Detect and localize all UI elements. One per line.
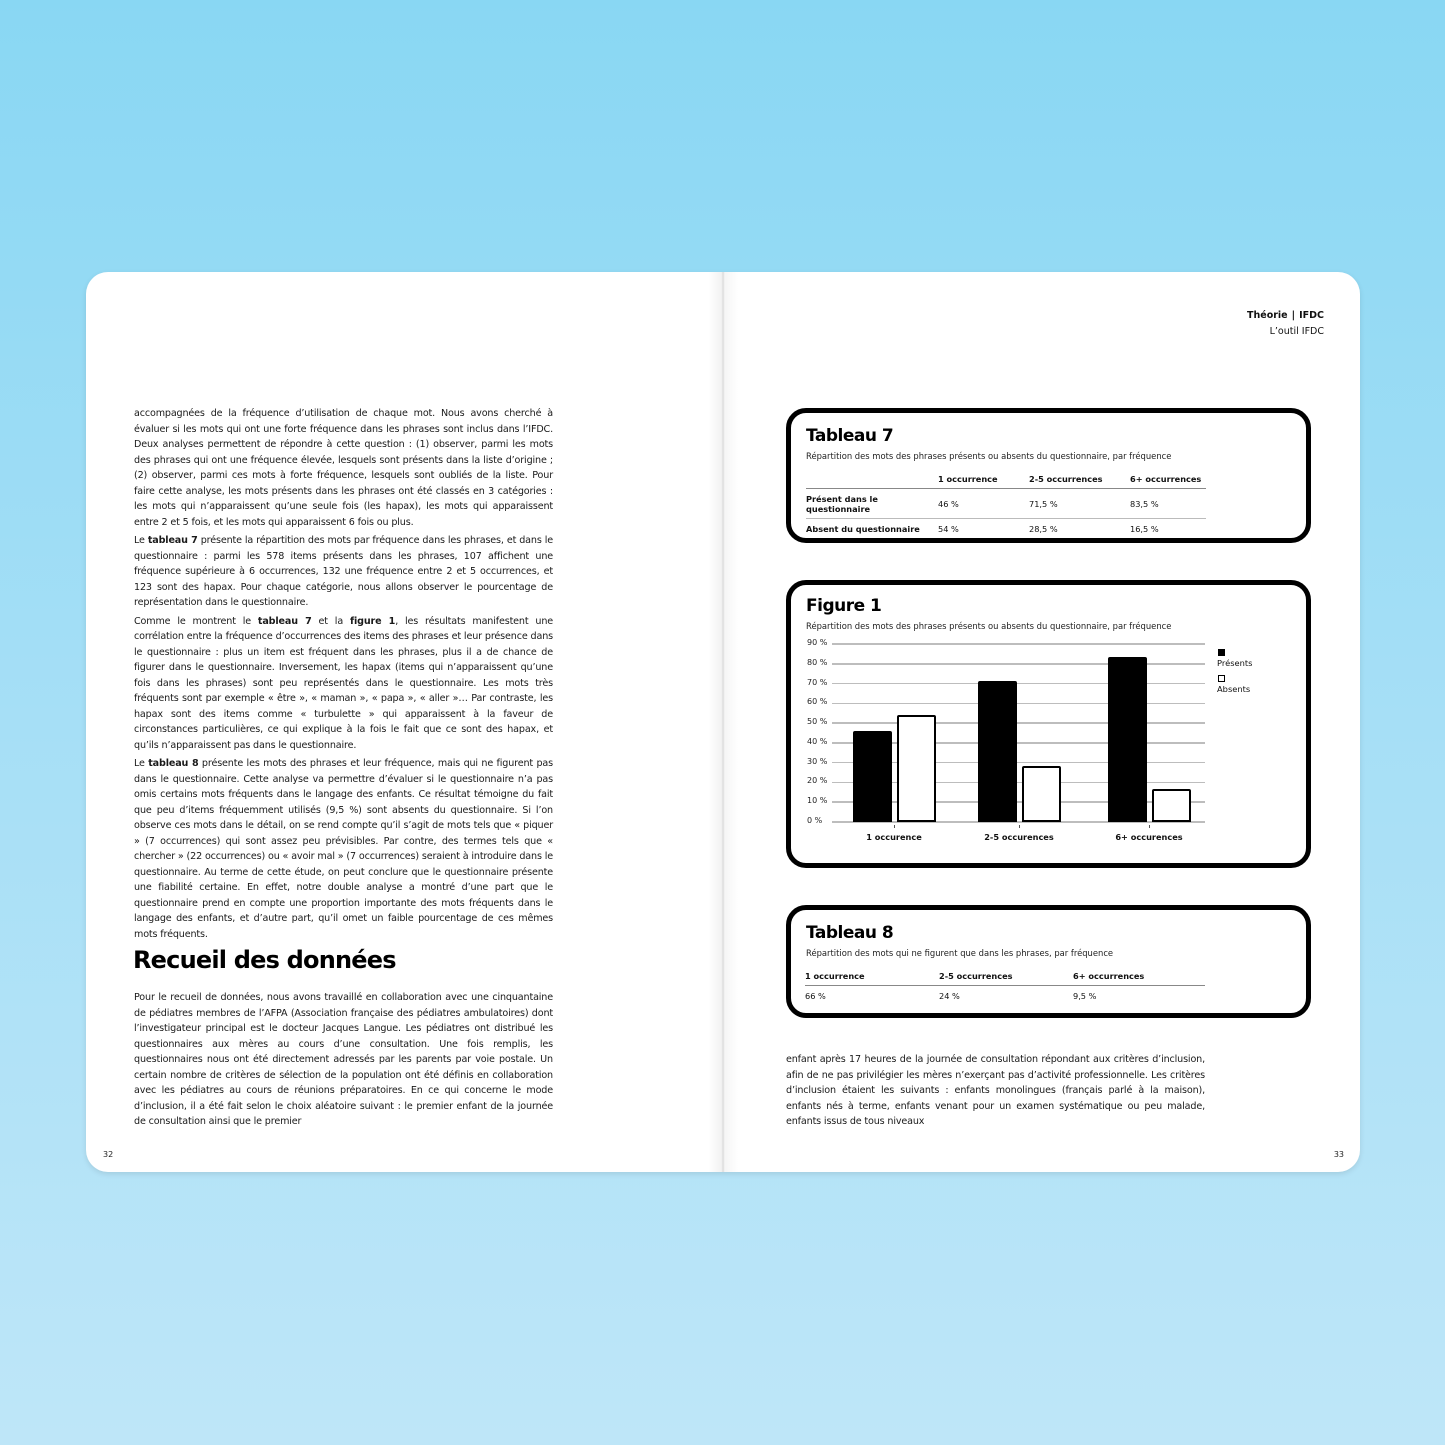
column-header: 2-5 occurrences	[1029, 472, 1130, 489]
gridline	[832, 663, 1205, 665]
table-cell: 9,5 %	[1073, 991, 1097, 1001]
column-header: 1 occurrence	[938, 472, 1029, 489]
gridline	[832, 643, 1205, 645]
paragraph-recueil: Pour le recueil de données, nous avons travaillé en collaboration avec une cinquantaine de pédiatres membres de l’AFPA (Association française des pédiatres ambulatoires) dont l’investigateur principal est le docteur Jacques Langue. Les pédiatres ont distribué les questionnaires aux mères au cours d’une consultation. Une fois remplis, les questionnaires nous ont été directement adressés par les parents par voie postale. Un certain nombre de critères de sélection de la population ont été définis en collaboration avec les pédiatres au cours de réunions préparatoires. En ce qui concerne le mode d’inclusion, il a été fait selon le choix aléatoire suivant : le premier enfant de la journée de consultation ainsi que le premier	[134, 992, 553, 1127]
column-header: 6+ occurrences	[1130, 472, 1206, 489]
column-header	[806, 472, 938, 489]
column-header: 6+ occurrences	[1073, 969, 1205, 986]
paragraph-tableau7	[134, 533, 553, 611]
x-axis-tick	[1019, 825, 1020, 828]
bar-absents	[897, 715, 936, 822]
table-row	[806, 519, 1206, 539]
bar-absents	[1152, 789, 1191, 822]
table-row	[806, 489, 1206, 519]
card-subtitle: Répartition des mots des phrases présents ou absents du questionnaire, par fréquence	[806, 621, 1172, 631]
section-heading: Recueil des données	[133, 946, 396, 974]
x-axis-label: 6+ occurences	[1115, 832, 1183, 842]
card-title: Figure 1	[806, 596, 882, 616]
table-cell: 71,5 %	[1029, 489, 1130, 519]
bold-ref: tableau 7	[147, 535, 198, 546]
text: Le	[134, 758, 149, 769]
table-cell: 28,5 %	[1029, 524, 1058, 534]
text: Le	[134, 535, 148, 546]
bar-absents	[1022, 766, 1061, 822]
table-cell: 16,5 %	[1130, 524, 1159, 534]
page-number: 32	[103, 1150, 114, 1159]
x-axis-label: 1 occurence	[866, 832, 922, 842]
running-head	[1247, 308, 1324, 340]
bar-presents	[853, 731, 892, 822]
body-text-block	[134, 990, 553, 1133]
chapter-label: IFDC	[1299, 310, 1324, 321]
y-axis-tick-label: 80 %	[807, 657, 828, 667]
paragraph-inclusion: enfant après 17 heures de la journée de consultation répondant aux critères d’inclusion, afin de ne pas privilégier les mères n’exerçant pas d’activité professionnelle. Les critères d’inclusion étaient les suivants : enfants monolingues (français parlé à la maison), enfants nés à terme, enfants venant pour un examen systématique ou peu malade, enfants issus de tous niveaux	[786, 1054, 1205, 1127]
text: et la	[311, 615, 350, 627]
gridline	[832, 703, 1205, 705]
bar-presents	[1108, 657, 1147, 822]
card-subtitle: Répartition des mots qui ne figurent que dans les phrases, par fréquence	[806, 948, 1114, 958]
empty-square-icon	[1218, 675, 1225, 682]
table-cell: 46 %	[938, 489, 1029, 519]
body-text-block	[134, 406, 553, 945]
column-header: 2-5 occurrences	[939, 969, 1073, 986]
page-number: 33	[1333, 1150, 1344, 1159]
chart-legend	[1217, 649, 1252, 701]
bold-ref: tableau 8	[148, 758, 199, 769]
legend-label: Présents	[1217, 658, 1253, 668]
table-cell: 66 %	[805, 991, 826, 1001]
legend-entry-absents	[1217, 675, 1252, 695]
tableau-8-table	[805, 969, 1205, 1005]
y-axis-tick-label: 0 %	[807, 816, 823, 825]
y-axis-tick-label: 70 %	[807, 677, 828, 687]
right-page	[723, 272, 1360, 1172]
paragraph-tableau8	[134, 756, 553, 942]
y-axis-tick-label: 50 %	[807, 717, 828, 727]
legend-label: Absents	[1217, 684, 1251, 694]
figure-1-card	[786, 580, 1311, 868]
table-row	[805, 986, 1205, 1006]
tableau-7-table	[806, 472, 1206, 538]
x-axis-tick	[1149, 825, 1150, 828]
open-book-spread	[86, 272, 1360, 1172]
y-axis-tick-label: 40 %	[807, 736, 828, 746]
row-header: Absent du questionnaire	[806, 524, 920, 534]
table-header-row	[806, 472, 1206, 489]
y-axis-tick-label: 20 %	[807, 776, 828, 786]
gridline	[832, 722, 1205, 724]
text: Comme le montrent le	[134, 615, 258, 627]
text: présente la répartition des mots par fréquence dans les phrases, et dans le questionnaire : parmi les 578 items présents dans les phrases, 107 affichent une fréquence supérieure à 6 occurrences, 132 une fréquence entre 2 et 5 occurrences, et 123 sont des hapax. Pour chaque catégorie, nous allons observer le pourcentage de représentation dans le questionnaire.	[134, 535, 553, 608]
row-header: Présent dans le questionnaire	[806, 489, 938, 519]
gridline	[832, 683, 1205, 685]
card-subtitle: Répartition des mots des phrases présents ou absents du questionnaire, par fréquence	[806, 451, 1172, 461]
text: présente les mots des phrases et leur fréquence, mais qui ne figurent pas dans le questionnaire. Cette analyse va permettre d’évaluer si le questionnaire n’a pas omis certains mots fréquents dans le langage des enfants. Ce résultat témoigne du fait que peu d’items fréquemment utilisés (9,5 %) sont absents du questionnaire. Si l’on observe ces mots dans le détail, on se rend compte qu’il s’agit de mots tels que « piquer » (7 occurrences) qui sont assez peu prévisibles. Par contre, des termes tels que « chercher » (22 occurrences) ou « avoir mal » (7 occurrences) seraient à introduire dans le questionnaire. Au terme de cette étude, on peut conclure que le questionnaire présente une fiabilité certaine. En effet, notre double analyse a montré d’une part que le questionnaire prend en compte une proportion importante des mots fréquents dans le langage des enfants, et d’autre part, qu’il omet un faible pourcentage de ces mêmes mots fréquents.	[134, 758, 553, 940]
card-title: Tableau 8	[806, 923, 894, 943]
bar-presents	[978, 681, 1017, 822]
tableau-8-card	[786, 905, 1311, 1018]
y-axis-tick-label: 90 %	[807, 638, 828, 647]
paragraph-intro: accompagnées de la fréquence d’utilisation de chaque mot. Nous avons cherché à évaluer si les mots qui ont une forte fréquence dans les phrases sont inclus dans l’IFDC. Deux analyses permettent de répondre à cette question : (1) observer, parmi les mots des phrases qui ont une fréquence élevée, lesquels sont présents dans la liste d’origine ; (2) observer, parmi ces mots à forte fréquence, lesquels sont oubliés de la liste. Pour faire cette analyse, les mots présents dans les phrases ont été classés en 3 catégories : les mots qui n’apparaissent qu’une seule fois (les hapax), les mots qui apparaissent entre 2 et 5 fois, et les mots qui apparaissent 6 fois ou plus.	[134, 408, 553, 528]
y-axis-tick-label: 30 %	[807, 756, 828, 766]
running-head-subtitle: L’outil IFDC	[1269, 326, 1324, 337]
table-cell: 83,5 %	[1130, 489, 1206, 519]
y-axis-tick-label: 10 %	[807, 796, 828, 806]
table-cell: 24 %	[939, 991, 960, 1001]
paragraph-correlation	[134, 614, 553, 754]
card-title: Tableau 7	[806, 426, 894, 446]
filled-square-icon	[1218, 649, 1225, 656]
tableau-7-card	[786, 408, 1311, 543]
bar-chart-plot-area	[807, 638, 1205, 842]
column-header: 1 occurrence	[805, 969, 939, 986]
left-page	[86, 272, 723, 1172]
bold-ref: tableau 7	[257, 615, 312, 627]
legend-entry-presents	[1217, 649, 1252, 669]
x-axis-tick	[894, 825, 895, 828]
bold-ref: figure 1	[349, 615, 396, 627]
x-axis-label: 2-5 occurences	[984, 832, 1054, 842]
running-head-section	[1247, 308, 1324, 324]
separator: |	[1291, 310, 1296, 321]
section-label: Théorie	[1247, 310, 1288, 321]
table-header-row	[805, 969, 1205, 986]
table-cell: 54 %	[938, 524, 959, 534]
y-axis-tick-label: 60 %	[807, 697, 828, 707]
body-text-block	[786, 1052, 1205, 1133]
text: , les résultats manifestent une corrélation entre la fréquence d’occurrences des items des phrases et leur présence dans le questionnaire : plus un item est fréquent dans les phrases, plus il a de chance de figurer dans le questionnaire. Inversement, les hapax (items qui n’apparaissent qu’une fois dans les phrases) sont peu représentés dans le questionnaire. Les mots très fréquents sont par exemple « être », « maman », « papa », « aller »… Par contraste, les hapax sont des items comme « turbulette » qui apparaissent à la faveur de circonstances particulières, ce qui explique à la fois le fait que ce sont des hapax, et qu’ils n’apparaissent pas dans le questionnaire.	[134, 615, 553, 751]
